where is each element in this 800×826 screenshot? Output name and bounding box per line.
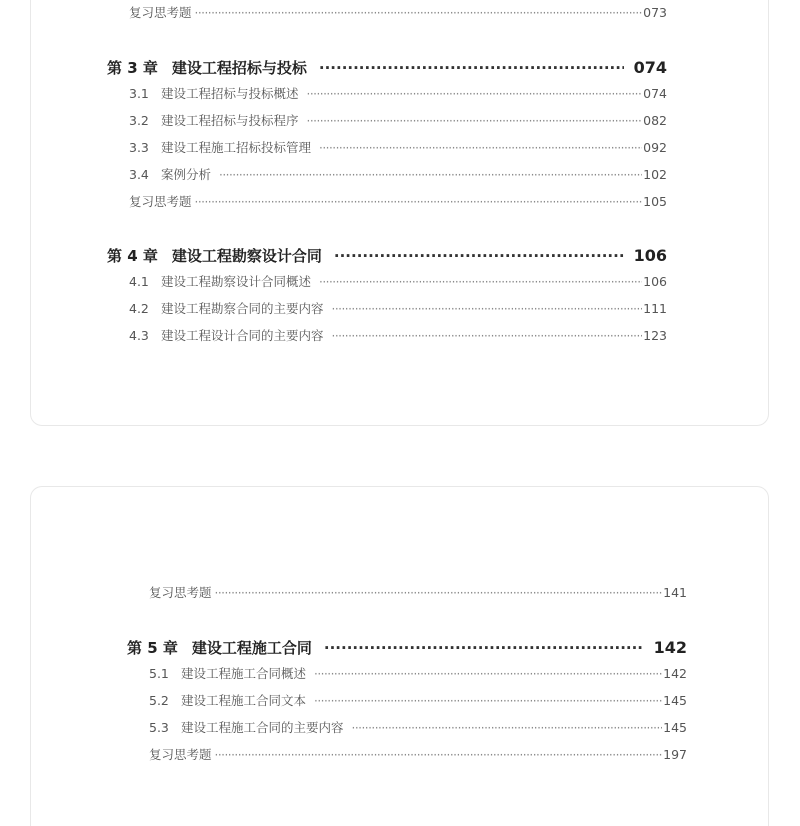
toc-section-3-4[interactable] [129,166,667,184]
toc-page-number: 197 [663,747,687,762]
section-number: 5.2 [149,693,169,708]
section-number: 4.2 [129,301,149,316]
toc-page-number: 145 [663,693,687,708]
toc-entry-title: 复习思考题 [149,585,212,600]
chapter-title: 建设工程招标与投标 [171,59,307,77]
section-title: 建设工程招标与投标概述 [161,86,299,101]
toc-page-number: 082 [643,113,667,128]
toc-section-3-1[interactable] [129,85,667,103]
toc-section-3-3[interactable] [129,139,667,157]
dot-leader [319,57,624,79]
dot-leader [319,139,642,157]
toc-section-4-1[interactable] [129,273,667,291]
dot-leader [195,4,643,22]
toc-page-number: 106 [633,246,667,265]
dot-leader [314,692,662,710]
toc-page-number: 145 [663,720,687,735]
dot-leader [319,273,642,291]
toc-section-5-2[interactable] [149,692,687,710]
toc-page-number: 073 [643,5,667,20]
chapter-title: 建设工程勘察设计合同 [171,247,322,265]
toc-page-number: 092 [643,140,667,155]
toc-page-number: 141 [663,585,687,600]
toc-section-4-3[interactable] [129,327,667,345]
toc-chapter-3[interactable] [107,57,667,79]
dot-leader [307,112,643,130]
toc-review-entry[interactable] [149,584,687,602]
toc-section-3-2[interactable] [129,112,667,130]
toc-review-entry[interactable] [149,746,687,764]
section-number: 3.3 [129,140,149,155]
section-title: 建设工程设计合同的主要内容 [161,328,324,343]
dot-leader [314,665,662,683]
dot-leader [324,637,644,659]
dot-leader [334,245,624,267]
section-number: 5.3 [149,720,169,735]
toc-page-number: 123 [643,328,667,343]
section-title: 建设工程施工招标投标管理 [161,140,312,155]
toc-page-number: 102 [643,167,667,182]
toc-page-number: 142 [663,666,687,681]
dot-leader [332,300,643,318]
section-number: 3.2 [129,113,149,128]
toc-page-number: 074 [633,58,667,77]
section-number: 3.4 [129,167,149,182]
chapter-number: 第 5 章 [127,639,178,657]
section-title: 建设工程招标与投标程序 [161,113,299,128]
section-title: 建设工程勘察合同的主要内容 [161,301,324,316]
dot-leader [332,327,643,345]
dot-leader [352,719,663,737]
toc-entry-title: 复习思考题 [129,5,192,20]
dot-leader [307,85,643,103]
toc-page-number: 106 [643,274,667,289]
toc-review-entry[interactable] [129,193,667,211]
toc-entry-title: 复习思考题 [149,747,212,762]
toc-page-number: 142 [653,638,687,657]
dot-leader [219,166,642,184]
section-number: 4.1 [129,274,149,289]
section-number: 5.1 [149,666,169,681]
chapter-number: 第 3 章 [107,59,158,77]
section-title: 建设工程施工合同概述 [181,666,307,681]
toc-chapter-5[interactable] [127,637,687,659]
toc-page-number: 111 [643,301,667,316]
section-title: 建设工程施工合同的主要内容 [181,720,344,735]
toc-section-4-2[interactable] [129,300,667,318]
section-number: 4.3 [129,328,149,343]
toc-page-number: 074 [643,86,667,101]
section-number: 3.1 [129,86,149,101]
chapter-title: 建设工程施工合同 [191,639,312,657]
dot-leader [215,584,663,602]
dot-leader [195,193,643,211]
toc-review-entry[interactable] [129,4,667,22]
section-title: 建设工程勘察设计合同概述 [161,274,312,289]
toc-page-number: 105 [643,194,667,209]
chapter-number: 第 4 章 [107,247,158,265]
toc-chapter-4[interactable] [107,245,667,267]
section-title: 建设工程施工合同文本 [181,693,307,708]
toc-entry-title: 复习思考题 [129,194,192,209]
toc-section-5-3[interactable] [149,719,687,737]
toc-section-5-1[interactable] [149,665,687,683]
section-title: 案例分析 [161,167,212,182]
dot-leader [215,746,663,764]
